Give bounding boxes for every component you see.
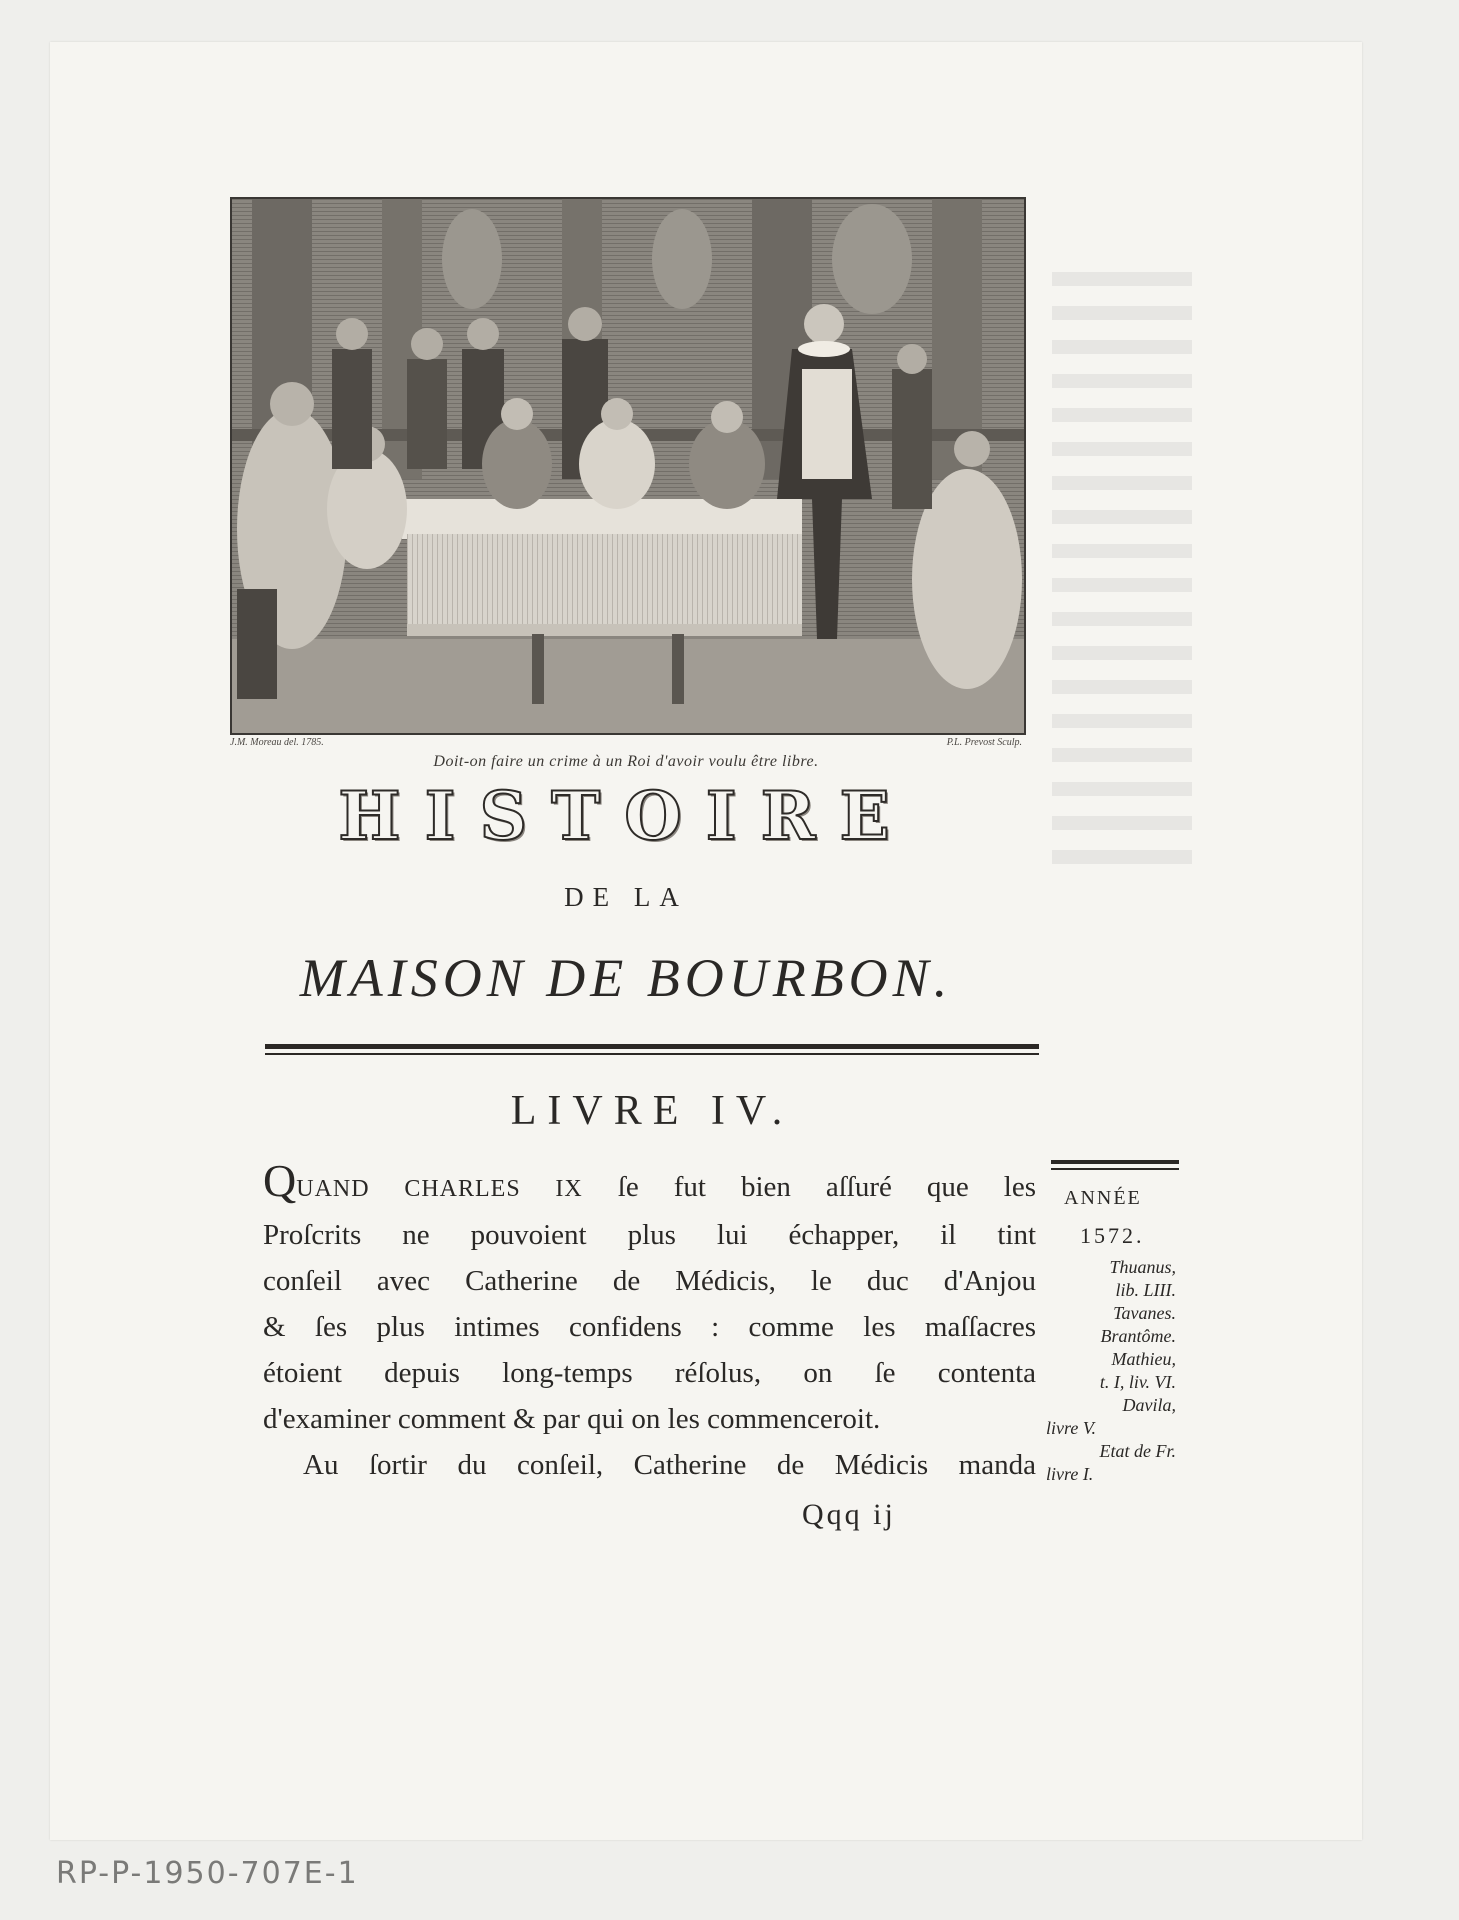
body-line-5: étoient depuis long-temps réſolus, on ſe contenta xyxy=(263,1357,1036,1389)
body-line-3: conſeil avec Catherine de Médicis, le duc d'Anjou xyxy=(263,1265,1036,1297)
margin-rule-thin xyxy=(1051,1168,1179,1170)
margin-ref-8: livre V. xyxy=(1046,1418,1096,1438)
opening-smallcaps: UAND CHARLES IX xyxy=(296,1176,583,1202)
margin-ref-10: livre I. xyxy=(1046,1464,1094,1484)
margin-annee-label: ANNÉE xyxy=(1064,1187,1142,1209)
title-rule-thin xyxy=(265,1053,1039,1055)
margin-references xyxy=(1046,1256,1176,1486)
title-histoire: HISTOIRE xyxy=(338,777,914,855)
body-line-7: Au ſortir du conſeil, Catherine de Médicis manda xyxy=(303,1449,1036,1481)
engraving-designer-credit: J.M. Moreau del. 1785. xyxy=(230,737,324,748)
paper-sheet xyxy=(50,42,1362,1840)
chapter-heading: LIVRE IV. xyxy=(510,1088,794,1134)
engraving-engraver-credit: P.L. Prevost Sculp. xyxy=(946,737,1022,748)
title-rule-thick xyxy=(265,1044,1039,1049)
title-de-la: DE LA xyxy=(564,882,688,912)
margin-ref-9: Etat de Fr. xyxy=(1099,1441,1176,1461)
margin-ref-6: t. I, liv. VI. xyxy=(1099,1372,1176,1392)
engraving-plate xyxy=(230,197,1026,735)
margin-ref-1: Thuanus, xyxy=(1109,1257,1176,1277)
accession-number: RP-P-1950-707E-1 xyxy=(56,1856,359,1891)
body-line-1 xyxy=(263,1155,1036,1212)
margin-ref-7: Davila, xyxy=(1122,1395,1176,1415)
signature-mark: Qqq ij xyxy=(802,1498,896,1531)
margin-ref-4: Brantôme. xyxy=(1100,1326,1176,1346)
body-line-1-rest: ſe fut bien aſſuré que les xyxy=(582,1171,1036,1203)
engraving-caption: Doit-on faire un crime à un Roi d'avoir voulu être libre. xyxy=(433,753,819,770)
show-through-texture xyxy=(1052,272,1192,872)
margin-ref-2: lib. LIII. xyxy=(1115,1280,1176,1300)
body-line-4: & ſes plus intimes confidens : comme les maſſacres xyxy=(263,1311,1036,1343)
margin-rule-thick xyxy=(1051,1160,1179,1164)
body-line-6: d'examiner comment & par qui on les commenceroit. xyxy=(263,1403,881,1435)
body-line-2: Proſcrits ne pouvoient plus lui échapper, il tint xyxy=(263,1219,1036,1251)
margin-ref-3: Tavanes. xyxy=(1113,1303,1176,1323)
body-paragraph xyxy=(263,1155,1036,1488)
council-scene-engraving xyxy=(232,199,1024,733)
title-maison-de-bourbon: MAISON DE BOURBON. xyxy=(299,948,953,1008)
margin-year: 1572. xyxy=(1080,1223,1145,1248)
drop-cap: Q xyxy=(263,1155,297,1206)
margin-ref-5: Mathieu, xyxy=(1111,1349,1176,1369)
